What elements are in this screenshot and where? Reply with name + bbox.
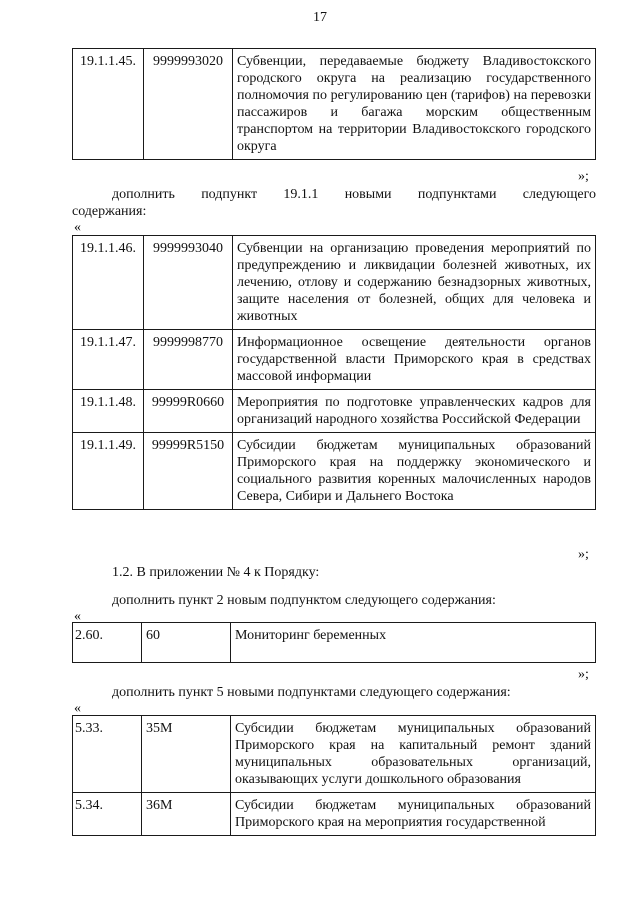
item-code: 99999R5150 xyxy=(144,433,233,510)
item-code: 36М xyxy=(142,793,231,836)
section-heading: 1.2. В приложении № 4 к Порядку: xyxy=(112,565,320,580)
item-description: Субсидии бюджетам муниципальных образований Приморского края на мероприятия государственной xyxy=(231,793,596,836)
table-appendix-items-4 xyxy=(72,715,596,836)
table-row xyxy=(73,793,596,836)
table-row xyxy=(73,716,596,793)
item-number: 19.1.1.47. xyxy=(73,330,144,390)
item-description: Мониторинг беременных xyxy=(231,623,596,663)
opening-quote: « xyxy=(74,701,81,716)
item-code: 9999993040 xyxy=(144,236,233,330)
paragraph-add-subitem: дополнить пункт 2 новым подпунктом следующего содержания: xyxy=(112,593,496,608)
item-number: 19.1.1.48. xyxy=(73,390,144,433)
item-description: Мероприятия по подготовке управленческих кадров для организаций народного хозяйства Российской Федерации xyxy=(233,390,596,433)
opening-quote: « xyxy=(74,609,81,624)
item-number: 2.60. xyxy=(73,623,142,663)
table-row xyxy=(73,623,596,663)
item-code: 9999993020 xyxy=(144,49,233,160)
table-appendix-items-1 xyxy=(72,48,596,160)
paragraph-text: дополнить подпункт 19.1.1 новыми подпунктами следующего xyxy=(112,187,596,202)
item-code: 35М xyxy=(142,716,231,793)
table-appendix-items-2 xyxy=(72,235,596,510)
table-row xyxy=(73,49,596,160)
closing-quote: »; xyxy=(578,169,589,184)
paragraph-text-continued: содержания: xyxy=(72,204,147,219)
item-description: Субвенции на организацию проведения мероприятий по предупреждению и ликвидации болезней животных, их лечению, отлову и содержанию безнадзорных животных, защите населения от болезней, общих для человека и животных xyxy=(233,236,596,330)
item-code: 9999998770 xyxy=(144,330,233,390)
paragraph-add-subitems xyxy=(72,186,596,203)
opening-quote: « xyxy=(74,220,81,235)
item-number: 19.1.1.45. xyxy=(73,49,144,160)
item-number: 19.1.1.49. xyxy=(73,433,144,510)
page-number: 17 xyxy=(313,10,327,25)
closing-quote: »; xyxy=(578,667,589,682)
table-appendix-items-3 xyxy=(72,622,596,663)
item-code: 99999R0660 xyxy=(144,390,233,433)
table-row xyxy=(73,390,596,433)
item-number: 5.34. xyxy=(73,793,142,836)
item-number: 19.1.1.46. xyxy=(73,236,144,330)
closing-quote: »; xyxy=(578,547,589,562)
item-description: Субсидии бюджетам муниципальных образований Приморского края на поддержку экономического и социального развития коренных малочисленных народов Севера, Сибири и Дальнего Востока xyxy=(233,433,596,510)
paragraph-add-subitems: дополнить пункт 5 новыми подпунктами следующего содержания: xyxy=(112,685,511,700)
table-row xyxy=(73,330,596,390)
item-description: Субвенции, передаваемые бюджету Владивостокского городского округа на реализацию государственного полномочия по регулированию цен (тарифов) на перевозки пассажиров и багажа морским общественным транспортом на территории Владивостокского городского округа xyxy=(233,49,596,160)
table-row xyxy=(73,236,596,330)
item-code: 60 xyxy=(142,623,231,663)
table-row xyxy=(73,433,596,510)
item-description: Информационное освещение деятельности органов государственной власти Приморского края в средствах массовой информации xyxy=(233,330,596,390)
item-number: 5.33. xyxy=(73,716,142,793)
item-description: Субсидии бюджетам муниципальных образований Приморского края на капитальный ремонт зданий муниципальных образовательных организаций, оказывающих услуги дошкольного образования xyxy=(231,716,596,793)
